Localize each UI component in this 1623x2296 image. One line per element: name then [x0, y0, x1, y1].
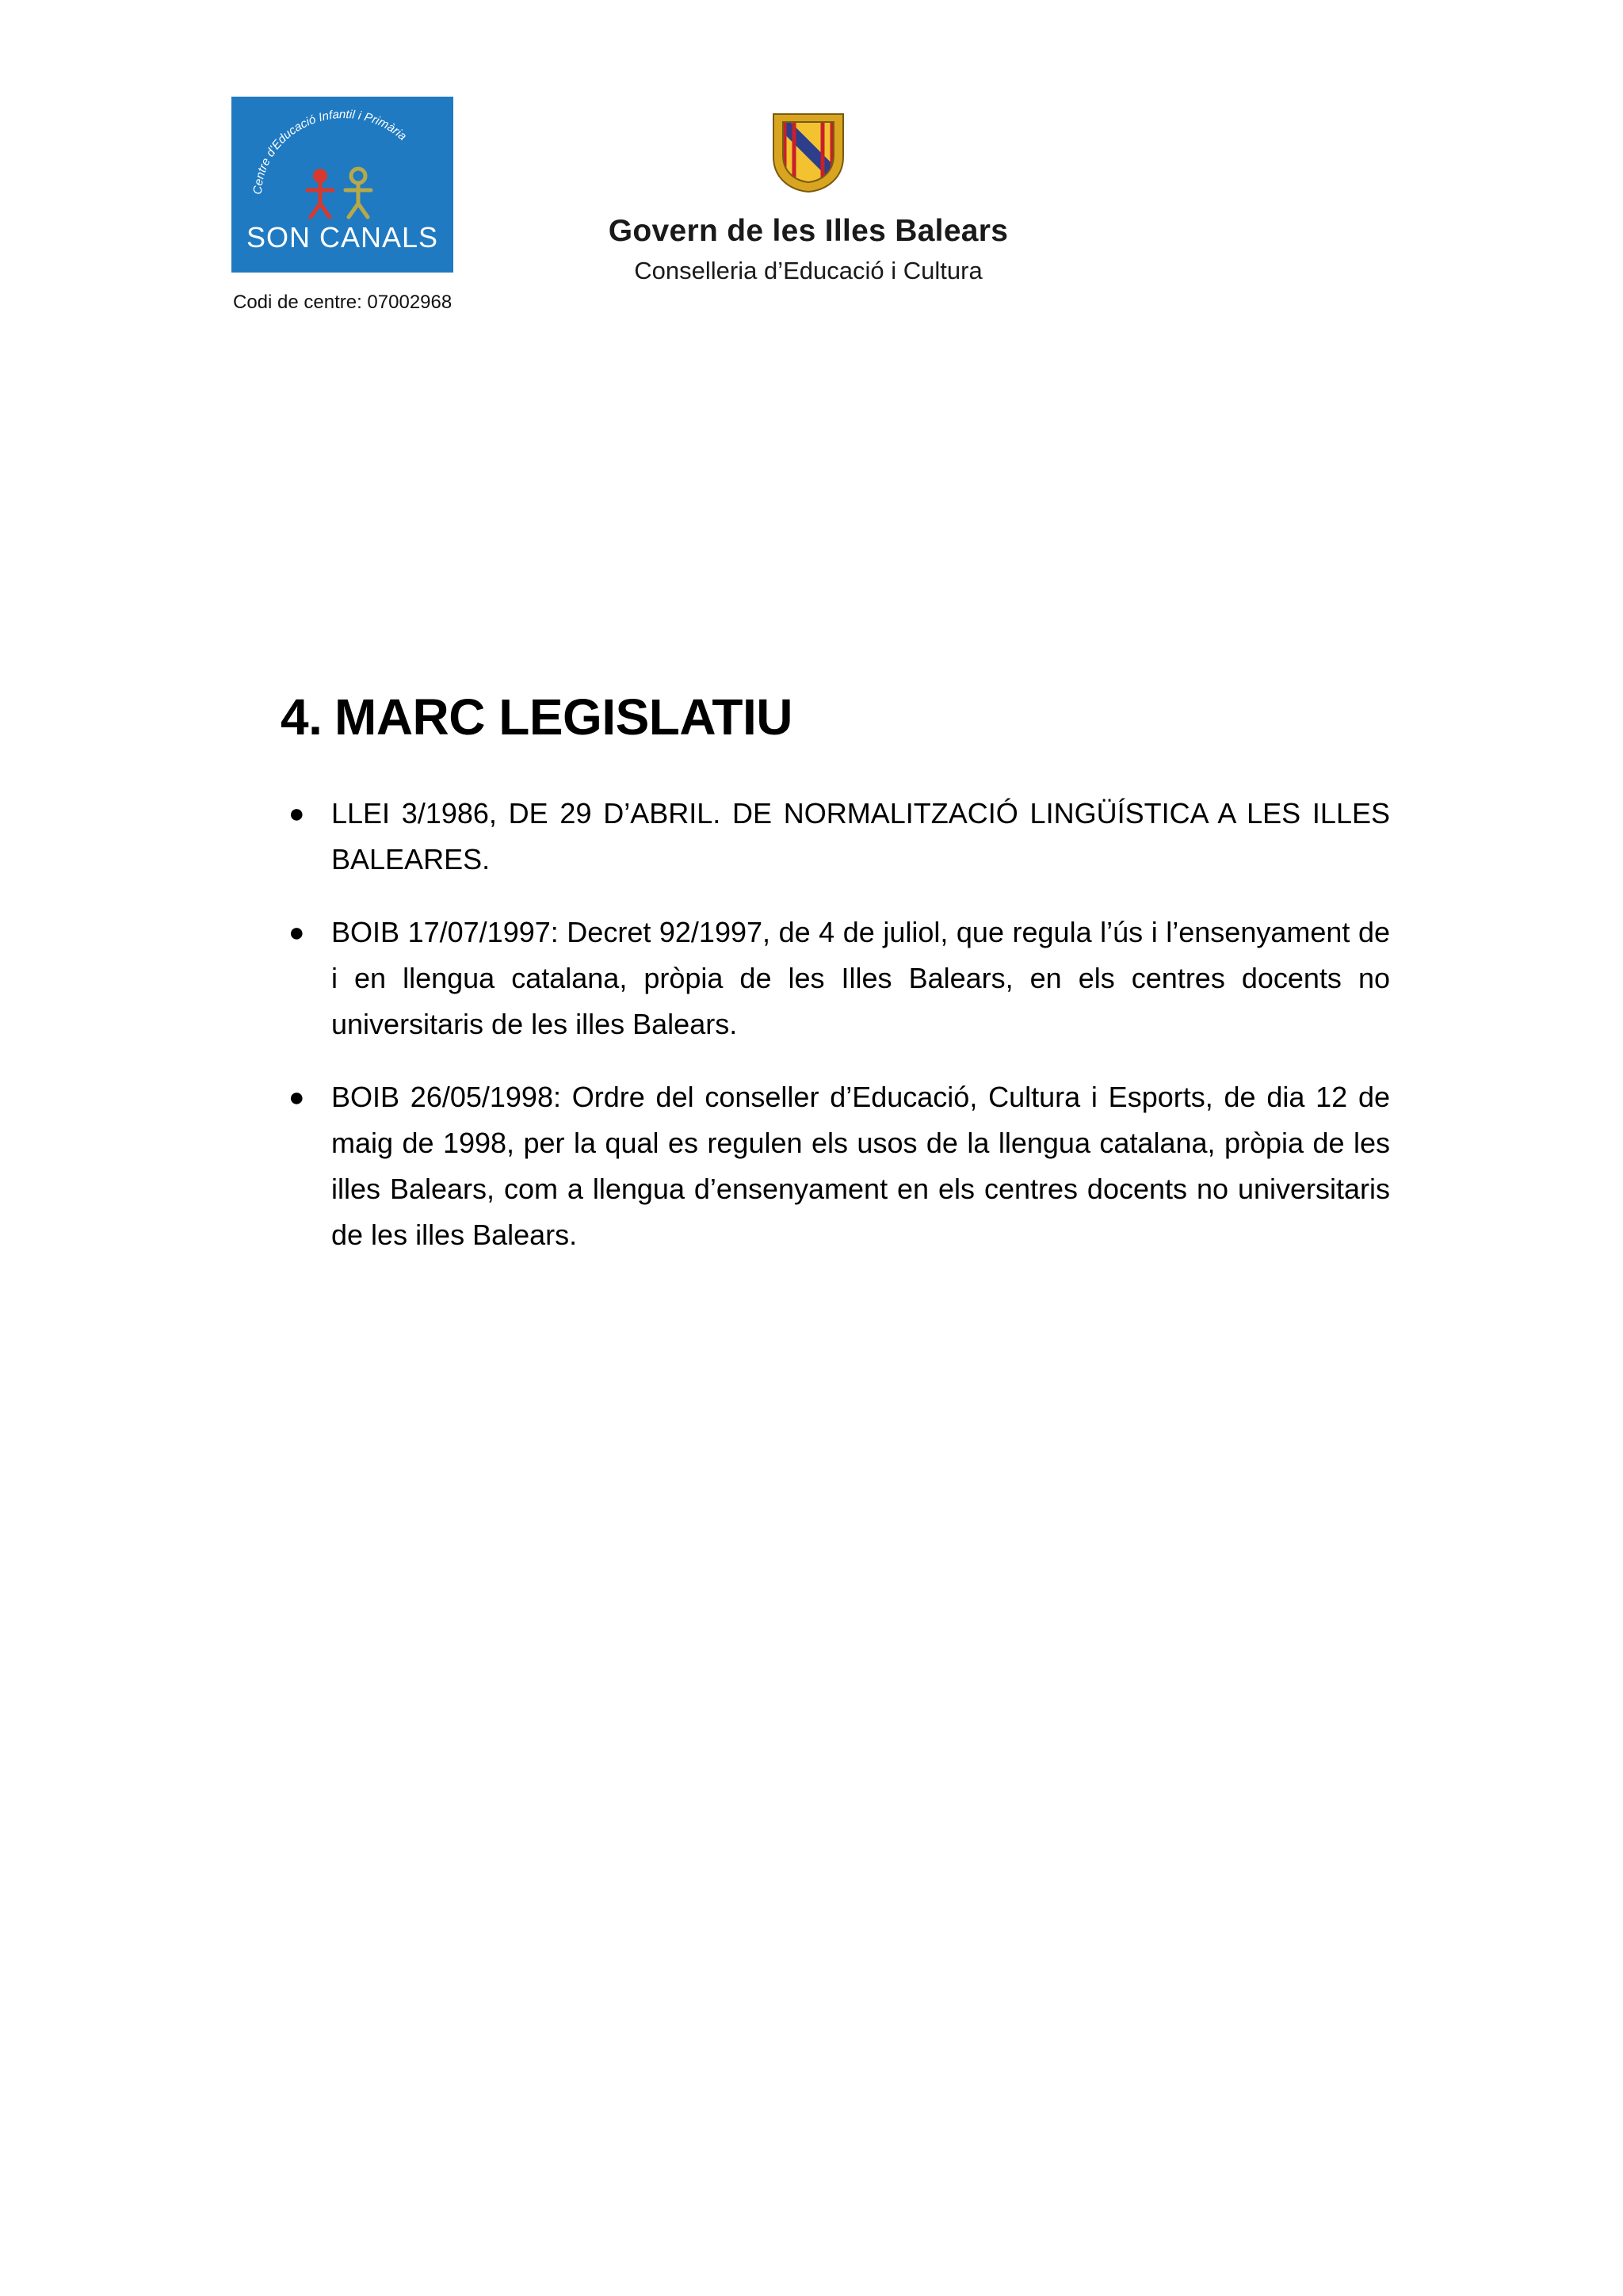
- list-item-text: LLEI 3/1986, DE 29 D’ABRIL. DE NORMALITZACIÓ LINGÜÍSTICA A LES ILLES BALEARES.: [331, 797, 1390, 875]
- section-title: [281, 688, 792, 746]
- olive-child-figure-icon: [346, 169, 371, 217]
- list-item: [281, 1074, 1390, 1258]
- government-department: Conselleria d’Educació i Cultura: [634, 257, 983, 284]
- bullet-icon: ●: [288, 917, 305, 948]
- list-item: [281, 791, 1390, 883]
- list-item-text: BOIB 17/07/1997: Decret 92/1997, de 4 de juliol, que regula l’ús i l’ensenyament de i en llengua catalana, pròpia de les Illes Balears, en els centres docents no universitaris de les illes Balears.: [331, 916, 1390, 1040]
- centre-code: Codi de centre: 07002968: [233, 292, 453, 313]
- school-logo-arc-text: Centre d'Educació Infantil i Primària: [250, 107, 410, 196]
- section-number: 4.: [281, 688, 323, 746]
- bullet-icon: ●: [288, 799, 305, 829]
- list-item: [281, 910, 1390, 1047]
- list-item-text: BOIB 26/05/1998: Ordre del conseller d’Educació, Cultura i Esports, de dia 12 de maig de 1998, per la qual es regulen els usos de la llengua catalana, pròpia de les illes Balears, com a llengua d’ensenyament en els centres docents no universitaris de les illes Balears.: [331, 1081, 1390, 1251]
- government-logo: [602, 111, 1014, 285]
- bullet-icon: ●: [288, 1082, 305, 1112]
- legal-framework-list: [281, 791, 1390, 1285]
- section-title-text: MARC LEGISLATIU: [334, 688, 792, 746]
- balearic-crest-icon: [770, 111, 846, 193]
- school-logo-name: SON CANALS: [246, 221, 439, 254]
- red-child-figure-icon: [307, 169, 333, 217]
- school-logo: [231, 97, 453, 273]
- svg-text:Centre d'Educació Infantil i P: [251, 108, 410, 195]
- government-name: Govern de les Illes Balears: [608, 214, 1009, 248]
